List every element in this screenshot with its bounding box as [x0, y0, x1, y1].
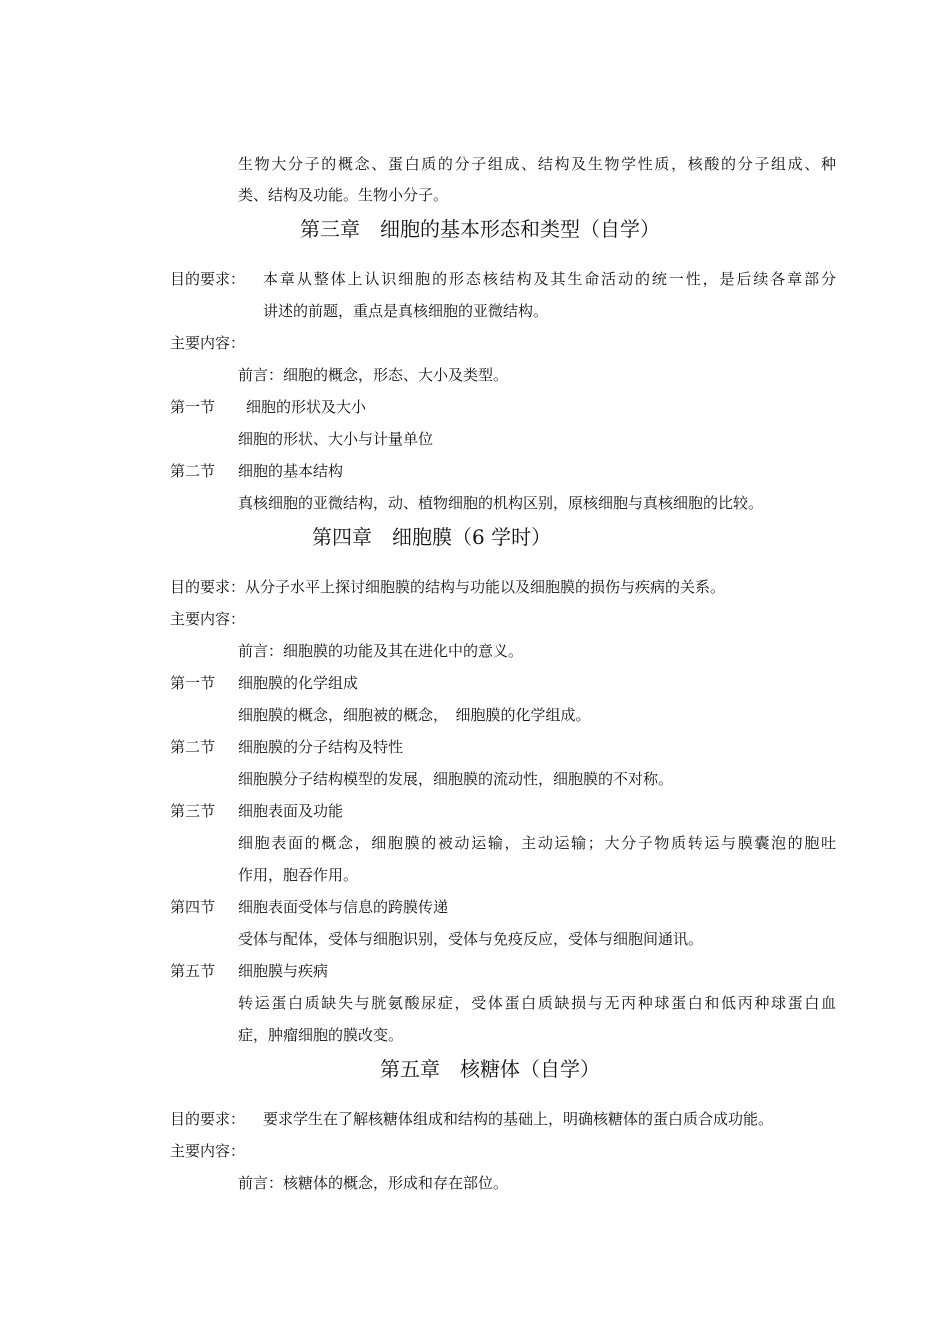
ch4-section-4-number: 第四节	[170, 898, 216, 916]
ch5-goal: 要求学生在了解核糖体组成和结构的基础上，明确核糖体的蛋白质合成功能。	[263, 1110, 774, 1128]
chapter-5-title: 第五章 核糖体（自学）	[380, 1057, 600, 1081]
ch3-goal-line-2: 讲述的前题，重点是真核细胞的亚微结构。	[263, 302, 549, 320]
ch3-section-1-title: 细胞的形状及大小	[246, 398, 367, 416]
ch4-section-4-title: 细胞表面受体与信息的跨膜传递	[238, 898, 449, 916]
ch4-section-3-body-line-2: 作用，胞吞作用。	[238, 866, 359, 884]
ch5-preface: 前言：核糖体的概念，形成和存在部位。	[238, 1174, 509, 1192]
ch4-section-1-title: 细胞膜的化学组成	[238, 674, 359, 692]
ch3-goal-line-1: 本章从整体上认识细胞的形态核结构及其生命活动的统一性，是后续各章部分	[263, 270, 836, 288]
ch3-section-2-number: 第二节	[170, 462, 216, 480]
ch3-section-2-body: 真核细胞的亚微结构，动、植物细胞的机构区别，原核细胞与真核细胞的比较。	[238, 494, 764, 512]
ch3-main-label: 主要内容：	[170, 334, 246, 352]
ch3-goal-label: 目的要求：	[170, 270, 246, 288]
ch4-section-5-title: 细胞膜与疾病	[238, 962, 329, 980]
ch4-section-1-number: 第一节	[170, 674, 216, 692]
ch5-main-label: 主要内容：	[170, 1142, 246, 1160]
ch4-goal: 目的要求：从分子水平上探讨细胞膜的结构与功能以及细胞膜的损伤与疾病的关系。	[170, 578, 726, 596]
ch4-section-5-body-line-2: 症，肿瘤细胞的膜改变。	[238, 1026, 404, 1044]
ch4-section-2-title: 细胞膜的分子结构及特性	[238, 738, 404, 756]
intro-line-2: 类、结构及功能。生物小分子。	[238, 186, 449, 204]
ch4-section-3-number: 第三节	[170, 802, 216, 820]
chapter-4-title: 第四章 细胞膜（6 学时）	[312, 525, 552, 549]
ch4-section-4-body: 受体与配体，受体与细胞识别，受体与免疫反应，受体与细胞间通讯。	[238, 930, 704, 948]
ch3-section-2-title: 细胞的基本结构	[238, 462, 344, 480]
ch4-section-5-body-line-1: 转运蛋白质缺失与胱氨酸尿症，受体蛋白质缺损与无丙种球蛋白和低丙种球蛋白血	[238, 994, 836, 1012]
intro-line-1: 生物大分子的概念、蛋白质的分子组成、结构及生物学性质，核酸的分子组成、种	[238, 155, 836, 173]
chapter-3-title: 第三章 细胞的基本形态和类型（自学）	[300, 217, 660, 241]
ch4-section-2-number: 第二节	[170, 738, 216, 756]
ch4-section-5-number: 第五节	[170, 962, 216, 980]
ch4-main-label: 主要内容：	[170, 610, 246, 628]
ch4-section-2-body: 细胞膜分子结构模型的发展，细胞膜的流动性，细胞膜的不对称。	[238, 770, 674, 788]
ch3-section-1-number: 第一节	[170, 398, 216, 416]
ch4-preface: 前言：细胞膜的功能及其在进化中的意义。	[238, 642, 524, 660]
ch3-preface: 前言：细胞的概念，形态、大小及类型。	[238, 366, 509, 384]
ch4-section-1-body: 细胞膜的概念，细胞被的概念， 细胞膜的化学组成。	[238, 706, 591, 724]
ch5-goal-label: 目的要求：	[170, 1110, 246, 1128]
ch4-section-3-body-line-1: 细胞表面的概念，细胞膜的被动运输，主动运输；大分子物质转运与膜囊泡的胞吐	[238, 834, 836, 852]
ch3-section-1-body: 细胞的形状、大小与计量单位	[238, 430, 434, 448]
ch4-section-3-title: 细胞表面及功能	[238, 802, 344, 820]
